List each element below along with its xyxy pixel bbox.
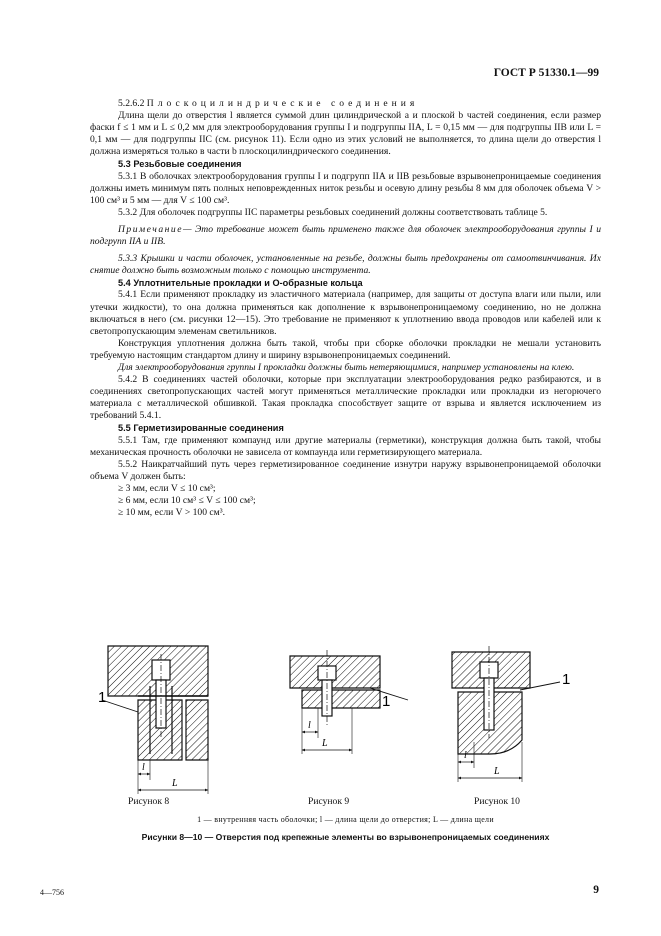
- paragraph-5-3-1: 5.3.1 В оболочках электрооборудования группы I и подгрупп IIА и IIВ резьбовые взрывонепроницаемые соединения должны иметь минимум пять полных неповрежденных ниток резьбы и осевую длину резьбы 8 мм для оболочек объема V > 100 см³ и 5 мм — для V ≤ 100 см³.: [90, 170, 601, 206]
- fig9-label-l: l: [308, 720, 311, 731]
- list-item: ≥ 10 мм, если V > 100 см³.: [118, 507, 226, 519]
- paragraph-construction: Конструкция уплотнения должна быть такой, чтобы при сборке оболочки прокладки не мешали установить требуемую настоящим стандартом длину и ширину взрывонепроницаемых соединений.: [90, 337, 601, 361]
- clause-number: 5.2.6.2: [118, 98, 145, 109]
- figure-10-drawing: [452, 646, 560, 782]
- list-item: ≥ 3 мм, если V ≤ 10 см³;: [118, 482, 216, 494]
- figure-8-caption: Рисунок 8: [128, 796, 170, 807]
- fig9-label-L: L: [322, 738, 328, 749]
- document-body: [90, 98, 601, 519]
- paragraph-5-5-2: 5.5.2 Наикратчайший путь через герметизированное соединение изнутри наружу взрывонепроницаемой оболочки объема V должен быть:: [90, 458, 601, 482]
- fig8-label-l: l: [142, 762, 145, 773]
- section-5-5-heading: 5.5 Герметизированные соединения: [118, 423, 284, 434]
- figure-8-drawing: [102, 646, 208, 794]
- note-5-3: [90, 224, 601, 248]
- figure-9-caption: Рисунок 9: [308, 796, 350, 807]
- section-5-4-heading: 5.4 Уплотнительные прокладки и О-образные кольца: [118, 278, 363, 289]
- note-label: Примечание: [118, 223, 183, 235]
- fig10-label-L: L: [494, 766, 500, 777]
- fig10-label-l: l: [464, 750, 467, 761]
- figures-main-caption: Рисунки 8—10 — Отверстия под крепежные элементы во взрывонепроницаемых соединениях: [141, 832, 550, 842]
- list-item: ≥ 6 мм, если 10 см³ ≤ V ≤ 100 см³;: [118, 495, 256, 506]
- paragraph-5-5-1: 5.5.1 Там, где применяют компаунд или другие материалы (герметики), конструкция должна быть такой, чтобы механическая прочность оболочки не зависела от компаунда или герметизирующего материала.: [90, 434, 601, 458]
- paragraph-5-2-6-2: Длина щели до отверстия l является суммой длин цилиндрической a и плоской b частей соединения, если размер фаски f ≤ 1 мм и L ≤ 0,2 мм для электрооборудования группы I и подгруппы IIА, L = 0,15 мм — для подгруппы IIВ или L = 0,1 мм — для подгруппы IIС (см. рисунок 11). Если одно из этих условий не выполняется, то длина щели до отверстия l должна измеряться только в части b плоскоцилиндрического соединения.: [90, 110, 601, 158]
- standard-header: ГОСТ Р 51330.1—99: [493, 67, 599, 79]
- fig10-label-part: 1: [562, 671, 571, 688]
- paragraph-group-1: Для электрооборудования группы I прокладки должны быть нетеряющимися, например установлены на клею.: [118, 361, 575, 373]
- section-5-3-heading: 5.3 Резьбовые соединения: [118, 159, 242, 170]
- figure-legend: 1 — внутренняя часть оболочки; l — длина щели до отверстия; L — длина щели: [197, 815, 494, 824]
- subsection-5-2-6-2-title: [90, 98, 601, 110]
- paragraph-5-4-2: 5.4.2 В соединениях частей оболочки, которые при эксплуатации электрооборудования редко разбираются, и в соединениях светопропускающих частей могут применяться металлические прокладки или прокладки из негорючего материала с металлической обшивкой. Такая прокладка способствует защите от взрыва и является исключением из требований 5.4.1.: [90, 374, 601, 422]
- paragraph-5-3-3: 5.3.3 Крышки и части оболочек, установленные на резьбе, должны быть предохранены от самоотвинчивания. Их снятие должно быть возможным только с помощью инструмента.: [90, 253, 601, 277]
- clause-title: Плоскоцилиндрические соединения: [146, 98, 419, 109]
- print-code: 4—756: [40, 888, 64, 897]
- fig8-label-part: 1: [98, 689, 107, 706]
- paragraph-5-3-2: 5.3.2 Для оболочек подгруппы IIС параметры резьбовых соединений должны соответствовать таблице 5.: [118, 206, 548, 218]
- figure-10-caption: Рисунок 10: [474, 796, 520, 807]
- fig8-label-L: L: [172, 778, 178, 789]
- paragraph-5-4-1: 5.4.1 Если применяют прокладку из эластичного материала (например, для защиты от доступа влаги или пыли, или утечки жидкости), то она должна применяться как дополнение к взрывонепроницаемому соединению, но не должна включаться в него (см. рисунки 12—15). Это требование не применяют к уплотнению ввода проводов или кабелей или к светопропускающим элеменам светильников.: [90, 289, 601, 337]
- note-text: — Это требование может быть применено также для оболочек электрооборудования группы I и подгрупп IIА и IIВ.: [90, 223, 601, 248]
- page-number: 9: [593, 884, 599, 896]
- fig9-label-part: 1: [382, 693, 391, 710]
